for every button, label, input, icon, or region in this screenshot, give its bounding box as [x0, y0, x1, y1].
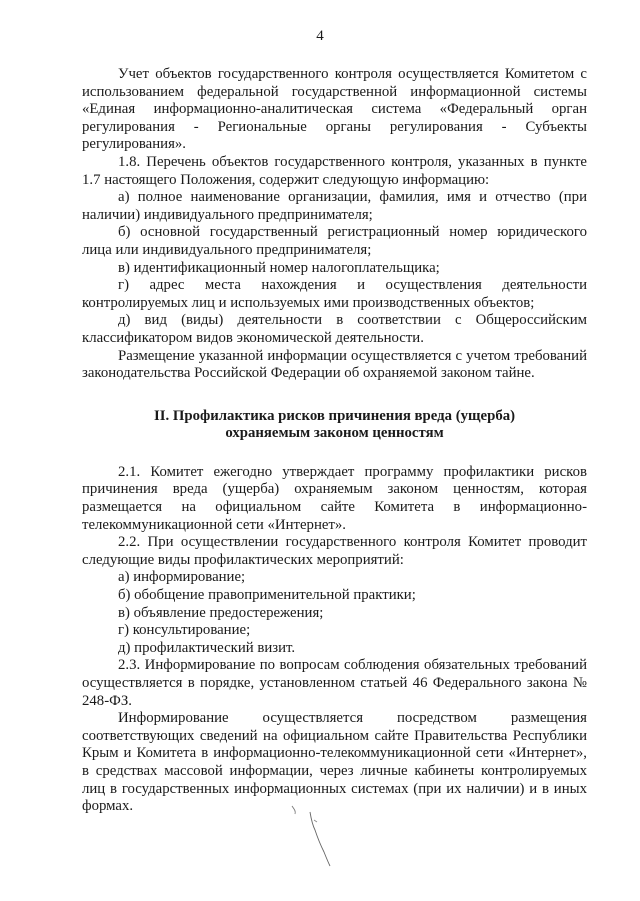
list-item-d: д) вид (виды) деятельности в соответствии с Общероссийским классификатором видов экономической деятельности. [82, 312, 587, 346]
paragraph-2-3: 2.3. Информирование по вопросам соблюдения обязательных требований осуществляется в порядке, установленном статьей 46 Федерального закона № 248-ФЗ. [82, 657, 587, 709]
section-heading-line-1: II. Профилактика рисков причинения вреда (ущерба) [153, 407, 516, 424]
paragraph-placement: Размещение указанной информации осуществляется с учетом требований законодательства Российской Федерации об охраняемой законом тайне. [82, 347, 587, 382]
paragraph-2-2: 2.2. При осуществлении государственного контроля Комитет проводит следующие виды профилактических мероприятий: [82, 534, 587, 568]
paragraph-accounting: Учет объектов государственного контроля осуществляется Комитетом с использованием федеральной государственной информационной системы «Единая информационно-аналитическая система «Федеральный орган регулирования - Региональные органы регулирования - Субъекты регулирования». [82, 66, 587, 153]
pen-mark-icon [284, 800, 334, 870]
section-heading-line-2: охраняемым законом ценностям [225, 425, 444, 442]
measure-item-g: г) консультирование; [118, 622, 251, 639]
list-item-b: б) основной государственный регистрационный номер юридического лица или индивидуального предпринимателя; [82, 224, 587, 258]
list-item-v: в) идентификационный номер налогоплательщика; [118, 259, 440, 276]
document-body [82, 66, 587, 816]
measure-item-v: в) объявление предостережения; [118, 604, 324, 621]
paragraph-2-1: 2.1. Комитет ежегодно утверждает программу профилактики рисков причинения вреда (ущерба) охраняемым законом ценностям, которая размещается на официальном сайте Комитета в информационно-телекоммуникационной сети «Интернет». [82, 463, 587, 533]
measure-item-a: а) информирование; [118, 569, 246, 586]
measure-item-d: д) профилактический визит. [118, 639, 296, 656]
list-item-a: а) полное наименование организации, фамилия, имя и отчество (при наличии) индивидуального предпринимателя; [82, 189, 587, 223]
section-heading [82, 408, 587, 443]
paragraph-informing: Информирование осуществляется посредством размещения соответствующих сведений на официальном сайте Правительства Республики Крым и Комитета в информационно-телекоммуникационной сети «Интернет», в средствах массовой информации, через личные кабинеты контролируемых лиц в государственных информационных системах (при их наличии) и в иных формах. [82, 710, 587, 815]
list-item-g: г) адрес места нахождения и осуществления деятельности контролируемых лиц и используемых ими производственных объектов; [82, 277, 587, 311]
page-number: 4 [316, 28, 324, 44]
measure-item-b: б) обобщение правоприменительной практики; [118, 587, 416, 604]
paragraph-1-8: 1.8. Перечень объектов государственного контроля, указанных в пункте 1.7 настоящего Положения, содержит следующую информацию: [82, 153, 587, 188]
